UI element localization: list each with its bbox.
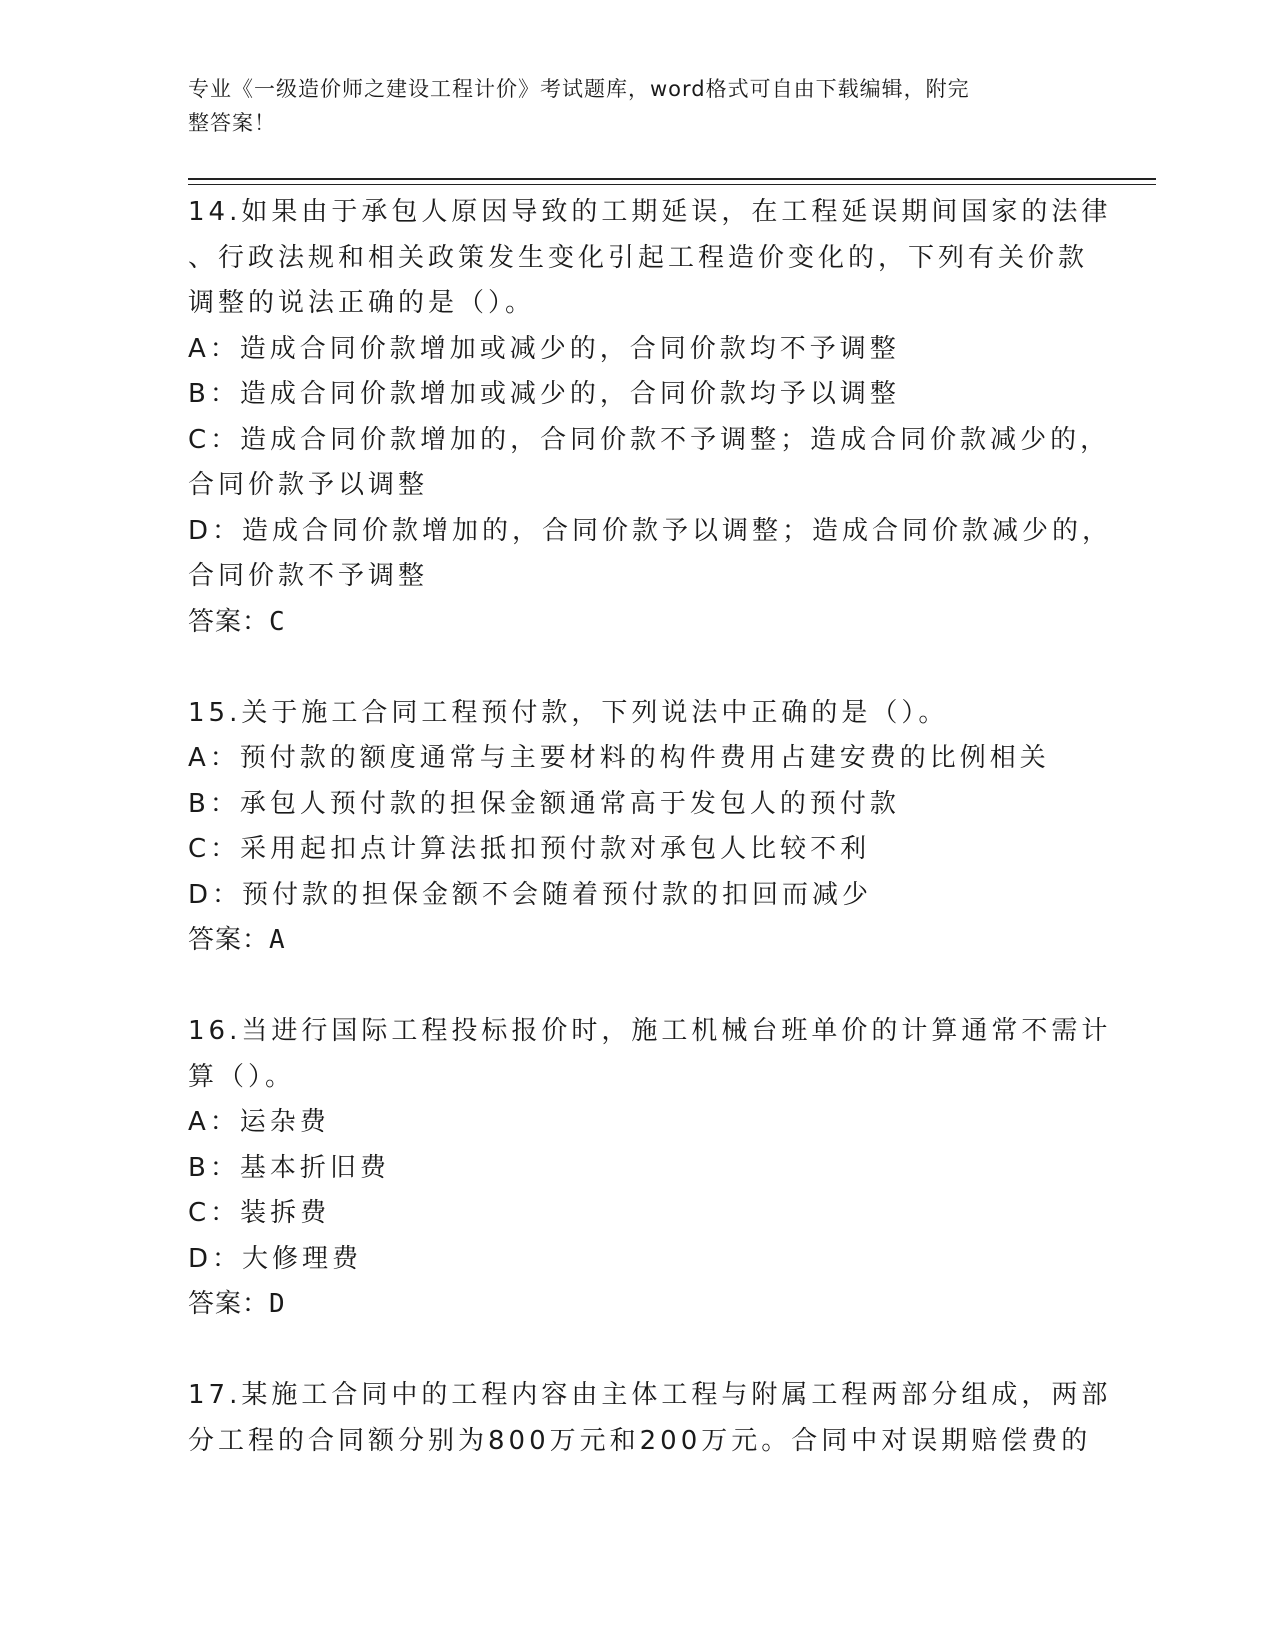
header-divider-thin [188, 184, 1156, 185]
answer-label: 答案： [188, 606, 270, 637]
header-line-2: 整答案！ [188, 111, 276, 135]
option-line: C：装拆费 [188, 1198, 331, 1228]
question-block [188, 1373, 1112, 1464]
answer-value: C [269, 606, 286, 637]
document-header [188, 72, 1088, 140]
option-line: D：预付款的担保金额不会随着预付款的扣回而减少 [188, 879, 873, 910]
option-line: D：大修理费 [188, 1243, 363, 1274]
answer-line [188, 1282, 1088, 1328]
question-stem-line: 15.关于施工合同工程预付款，下列说法中正确的是（）。 [188, 697, 949, 728]
option-line: B：造成合同价款增加或减少的，合同价款均予以调整 [188, 379, 900, 409]
question-block [188, 691, 1088, 1010]
option-line: B：基本折旧费 [188, 1152, 390, 1183]
option-line: 合同价款不予调整 [188, 561, 429, 591]
option-line: 合同价款予以调整 [188, 470, 429, 500]
question-block [188, 190, 1113, 691]
option-line: C：造成合同价款增加的，合同价款不予调整；造成合同价款减少的， [188, 424, 1111, 455]
header-divider-thick [188, 178, 1156, 180]
option-line: D：造成合同价款增加的，合同价款予以调整；造成合同价款减少的， [188, 515, 1113, 546]
option-line: C：采用起扣点计算法抵扣预付款对承包人比较不利 [188, 834, 871, 864]
question-stem-line: 分工程的合同额分别为800万元和200万元。合同中对误期赔偿费的 [188, 1425, 1092, 1456]
answer-line [188, 600, 1088, 646]
answer-label: 答案： [188, 1289, 270, 1319]
question-stem-line: 16.当进行国际工程投标报价时，施工机械台班单价的计算通常不需计 [188, 1016, 1112, 1046]
question-block [188, 1009, 1112, 1373]
option-line: A：预付款的额度通常与主要材料的构件费用占建安费的比例相关 [188, 743, 1050, 773]
answer-line [188, 918, 1088, 964]
question-spacer [188, 964, 1088, 1010]
option-line: B：承包人预付款的担保金额通常高于发包人的预付款 [188, 788, 900, 819]
option-line: A：造成合同价款增加或减少的，合同价款均不予调整 [188, 333, 900, 364]
header-line-1: 专业《一级造价师之建设工程计价》考试题库，word格式可自由下载编辑，附完 [188, 77, 970, 101]
question-stem-line: 14.如果由于承包人原因导致的工期延误，在工程延误期间国家的法律 [188, 197, 1112, 227]
question-stem-line: 算（）。 [188, 1061, 296, 1092]
question-stem-line: 调整的说法正确的是（）。 [188, 288, 536, 318]
option-line: A：运杂费 [188, 1107, 330, 1137]
answer-value: A [269, 925, 286, 955]
question-stem-line: 、行政法规和相关政策发生变化引起工程造价变化的，下列有关价款 [188, 242, 1089, 273]
answer-label: 答案： [188, 925, 270, 955]
question-list [188, 190, 1113, 1464]
question-spacer [188, 645, 1088, 691]
question-stem-line: 17.某施工合同中的工程内容由主体工程与附属工程两部分组成，两部 [188, 1380, 1112, 1410]
question-spacer [188, 1328, 1088, 1374]
answer-value: D [269, 1289, 286, 1319]
